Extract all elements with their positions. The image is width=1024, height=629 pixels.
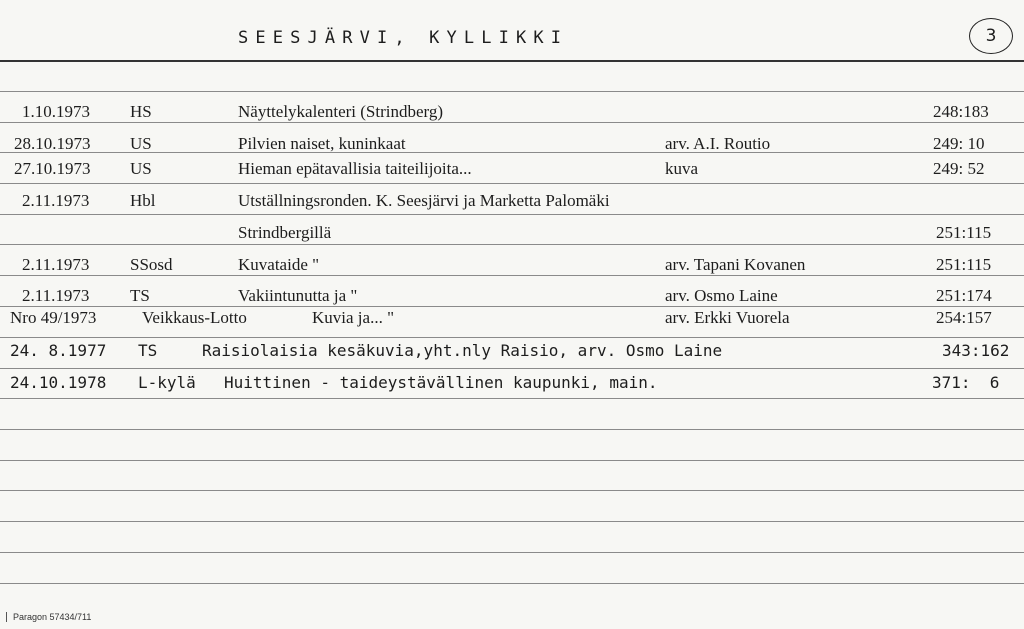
card-title: SEESJÄRVI, KYLLIKKI xyxy=(238,28,569,48)
ruled-line xyxy=(0,460,1024,461)
ruled-line xyxy=(0,429,1024,430)
entry-title: Strindbergillä xyxy=(238,223,332,242)
entry-source: US xyxy=(130,159,152,178)
ruled-line xyxy=(0,214,1024,215)
ruled-line xyxy=(0,91,1024,92)
entry-note: arv. A.I. Routio xyxy=(665,134,771,153)
ruled-line xyxy=(0,398,1024,399)
entry-note: arv. Erkki Vuorela xyxy=(665,308,790,327)
entry-note: arv. Tapani Kovanen xyxy=(665,255,806,274)
entry-ref: 251:115 xyxy=(936,223,992,242)
ruled-line xyxy=(0,368,1024,369)
entry-title: Huittinen - taideystävällinen kaupunki, main. xyxy=(224,373,658,392)
entry-title: Hieman epätavallisia taiteilijoita... xyxy=(238,159,472,178)
entry-source: US xyxy=(130,134,152,153)
ruled-line xyxy=(0,183,1024,184)
entry-date: 2.11.1973 xyxy=(22,286,90,305)
entry-ref: 249: 52 xyxy=(933,159,985,178)
header-rule xyxy=(0,60,1024,62)
entry-source: HS xyxy=(130,102,152,121)
entry-date: 2.11.1973 xyxy=(22,191,90,210)
entry-ref: 251:115 xyxy=(936,255,992,274)
entry-title: Kuvataide " xyxy=(238,255,320,274)
ruled-line xyxy=(0,306,1024,307)
entry-note: kuva xyxy=(665,159,699,178)
entry-ref: 343:162 xyxy=(942,341,1010,360)
entry-note: arv. Osmo Laine xyxy=(665,286,778,305)
entry-date: 2.11.1973 xyxy=(22,255,90,274)
entry-title: Näyttelykalenteri (Strindberg) xyxy=(238,102,444,121)
ruled-line xyxy=(0,583,1024,584)
ruled-line xyxy=(0,244,1024,245)
ruled-line xyxy=(0,152,1024,153)
printer-imprint: Paragon 57434/711 xyxy=(6,612,91,622)
entry-date: 24. 8.1977 xyxy=(10,341,107,360)
entry-title: Vakiintunutta ja " xyxy=(238,286,358,305)
entry-ref: 251:174 xyxy=(936,286,992,305)
entry-source: TS xyxy=(130,286,150,305)
ruled-line xyxy=(0,490,1024,491)
entry-ref: 248:183 xyxy=(933,102,989,121)
ruled-line xyxy=(0,337,1024,338)
entry-source: Veikkaus-Lotto xyxy=(142,308,247,327)
entry-date: 24.10.1978 xyxy=(10,373,107,392)
entry-title: Raisiolaisia kesäkuvia,yht.nly Raisio, arv. Osmo Laine xyxy=(202,341,723,360)
entry-ref: 249: 10 xyxy=(933,134,985,153)
ruled-line xyxy=(0,521,1024,522)
entry-title: Utställningsronden. K. Seesjärvi ja Marketta Palomäki xyxy=(238,191,610,210)
entry-date: 1.10.1973 xyxy=(22,102,90,121)
ruled-line xyxy=(0,122,1024,123)
entry-ref: 371: 6 xyxy=(932,373,1000,392)
entry-source: TS xyxy=(138,341,158,360)
entry-date: 28.10.1973 xyxy=(14,134,91,153)
ruled-line xyxy=(0,552,1024,553)
ruled-line xyxy=(0,275,1024,276)
entry-title: Pilvien naiset, kuninkaat xyxy=(238,134,406,153)
entry-ref: 254:157 xyxy=(936,308,992,327)
entry-date: 27.10.1973 xyxy=(14,159,91,178)
entry-source: SSosd xyxy=(130,255,173,274)
card-number-badge xyxy=(969,18,1013,54)
entry-date: Nro 49/1973 xyxy=(10,308,97,327)
entry-title: Kuvia ja... " xyxy=(312,308,395,327)
card-number: 3 xyxy=(985,26,997,46)
entry-source: L-kylä xyxy=(138,373,196,392)
entry-source: Hbl xyxy=(130,191,156,210)
